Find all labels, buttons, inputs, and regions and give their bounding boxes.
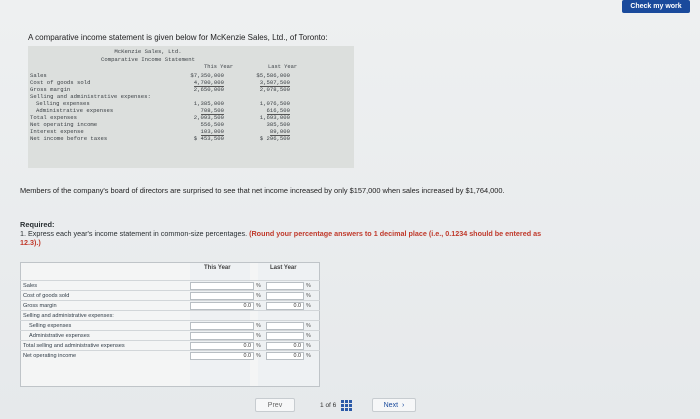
statement-row: [30, 121, 354, 128]
chevron-right-icon: ›: [402, 401, 405, 409]
statement-row-label: Cost of goods sold: [30, 79, 91, 86]
answer-row-net-operating-income: [20, 350, 320, 360]
statement-last-value: 89,000: [269, 128, 290, 135]
answer-row-gross-margin: [20, 300, 320, 310]
total-pages: 6: [332, 402, 337, 409]
total-sga-this-year-value: 0.0: [190, 342, 254, 350]
prev-label: Prev: [267, 401, 283, 409]
required-text: [20, 229, 560, 247]
statement-row: [30, 72, 354, 79]
percent-sign: %: [256, 282, 261, 289]
page-indicator: [320, 402, 336, 409]
percent-sign: %: [256, 342, 261, 349]
statement-row: [30, 93, 354, 100]
cogs-this-year-input[interactable]: [190, 292, 254, 300]
statement-row: [30, 135, 354, 142]
answer-row-sales: [20, 280, 320, 290]
statement-this-value: 556,500: [200, 121, 224, 128]
answer-row-selling: [20, 320, 320, 330]
total-sga-last-year-value: 0.0: [266, 342, 304, 350]
of-label: of: [325, 402, 331, 409]
percent-sign: %: [306, 342, 311, 349]
noi-last-year-value: 0.0: [266, 352, 304, 360]
statement-last-value: 2,078,500: [259, 86, 290, 93]
percent-sign: %: [306, 282, 311, 289]
check-my-work-button[interactable]: Check my work: [622, 0, 690, 13]
statement-col-this-year: This Year: [204, 64, 234, 70]
selling-last-year-input[interactable]: [266, 322, 304, 330]
comparative-income-statement: [28, 46, 354, 168]
answer-row-label: Selling and administrative expenses:: [23, 312, 114, 319]
answer-row-label: Administrative expenses: [29, 332, 90, 339]
statement-last-value: 1,076,500: [259, 100, 290, 107]
noi-this-year-value: 0.0: [190, 352, 254, 360]
answer-row-label: Gross margin: [23, 302, 57, 309]
statement-row: [30, 128, 354, 135]
answer-row-total-sga: [20, 340, 320, 350]
answer-row-label: Selling expenses: [29, 322, 72, 329]
statement-last-value: $ 296,500: [259, 135, 290, 142]
percent-sign: %: [256, 302, 261, 309]
statement-row: [30, 79, 354, 86]
answer-row-label: Net operating income: [23, 352, 77, 359]
members-note: Members of the company's board of directors are surprised to see that net income increased by only $157,000 when sales increased by $1,764,000.: [20, 186, 505, 195]
statement-this-value: 1,385,000: [193, 100, 224, 107]
statement-row: [30, 86, 354, 93]
next-label: Next: [383, 401, 399, 409]
question-grid-icon[interactable]: [341, 400, 352, 411]
answer-row-sga-header: [20, 310, 320, 320]
statement-row-label: Net operating income: [30, 121, 98, 128]
admin-last-year-input[interactable]: [266, 332, 304, 340]
statement-this-value: $7,350,000: [190, 72, 224, 79]
required-instruction: 1. Express each year's income statement in common-size percentages.: [20, 229, 248, 238]
percent-sign: %: [306, 332, 311, 339]
statement-row: [30, 114, 354, 121]
statement-this-value: 4,700,000: [193, 79, 224, 86]
percent-sign: %: [306, 302, 311, 309]
intro-text: A comparative income statement is given below for McKenzie Sales, Ltd., of Toronto:: [28, 33, 328, 42]
answer-row-cogs: [20, 290, 320, 300]
statement-row-label: Sales: [30, 72, 47, 79]
rounding-note: (Round your percentage answers to 1 decimal place (i.e., 0.1234 should be entered as 12.3).): [20, 229, 542, 247]
statement-row: [30, 107, 354, 114]
percent-sign: %: [256, 322, 261, 329]
statement-last-value: 385,500: [266, 121, 290, 128]
statement-row-label: Interest expense: [30, 128, 84, 135]
next-button[interactable]: [372, 398, 416, 412]
required-heading: Required:: [20, 220, 55, 229]
answer-row-label: Cost of goods sold: [23, 292, 70, 299]
statement-this-value: 708,500: [200, 107, 224, 114]
statement-row-label: Total expenses: [30, 114, 77, 121]
selling-this-year-input[interactable]: [190, 322, 254, 330]
statement-last-value: 616,500: [266, 107, 290, 114]
statement-row-label: Administrative expenses: [36, 107, 114, 114]
statement-row-label: Selling and administrative expenses:: [30, 93, 151, 100]
statement-this-value: $ 453,500: [193, 135, 224, 142]
percent-sign: %: [256, 352, 261, 359]
statement-row-label: Net income before taxes: [30, 135, 108, 142]
statement-row-label: Selling expenses: [36, 100, 90, 107]
answer-col-last-year: Last Year: [270, 265, 297, 271]
percent-sign: %: [256, 292, 261, 299]
statement-company: McKenzie Sales, Ltd.: [114, 48, 182, 55]
percent-sign: %: [306, 352, 311, 359]
gross-margin-this-year-value: 0.0: [190, 302, 254, 310]
answer-row-label: Total selling and administrative expenses: [23, 342, 125, 349]
statement-this-value: 103,000: [200, 128, 224, 135]
statement-last-value: $5,586,000: [256, 72, 290, 79]
statement-row: [30, 100, 354, 107]
answer-row-label: Sales: [23, 282, 37, 289]
statement-row-label: Gross margin: [30, 86, 71, 93]
gross-margin-last-year-value: 0.0: [266, 302, 304, 310]
statement-this-value: 2,093,500: [193, 114, 224, 121]
sales-last-year-input[interactable]: [266, 282, 304, 290]
prev-button[interactable]: [255, 398, 295, 412]
cogs-last-year-input[interactable]: [266, 292, 304, 300]
percent-sign: %: [306, 292, 311, 299]
statement-last-value: 1,693,000: [259, 114, 290, 121]
statement-col-last-year: Last Year: [268, 64, 298, 70]
statement-this-value: 2,650,000: [193, 86, 224, 93]
answer-row-admin: [20, 330, 320, 340]
current-page: 1: [320, 402, 324, 409]
percent-sign: %: [306, 322, 311, 329]
admin-this-year-input[interactable]: [190, 332, 254, 340]
statement-title: Comparative Income Statement: [101, 56, 195, 63]
answer-col-this-year: This Year: [204, 265, 231, 271]
sales-this-year-input[interactable]: [190, 282, 254, 290]
statement-last-value: 3,507,500: [259, 79, 290, 86]
percent-sign: %: [256, 332, 261, 339]
